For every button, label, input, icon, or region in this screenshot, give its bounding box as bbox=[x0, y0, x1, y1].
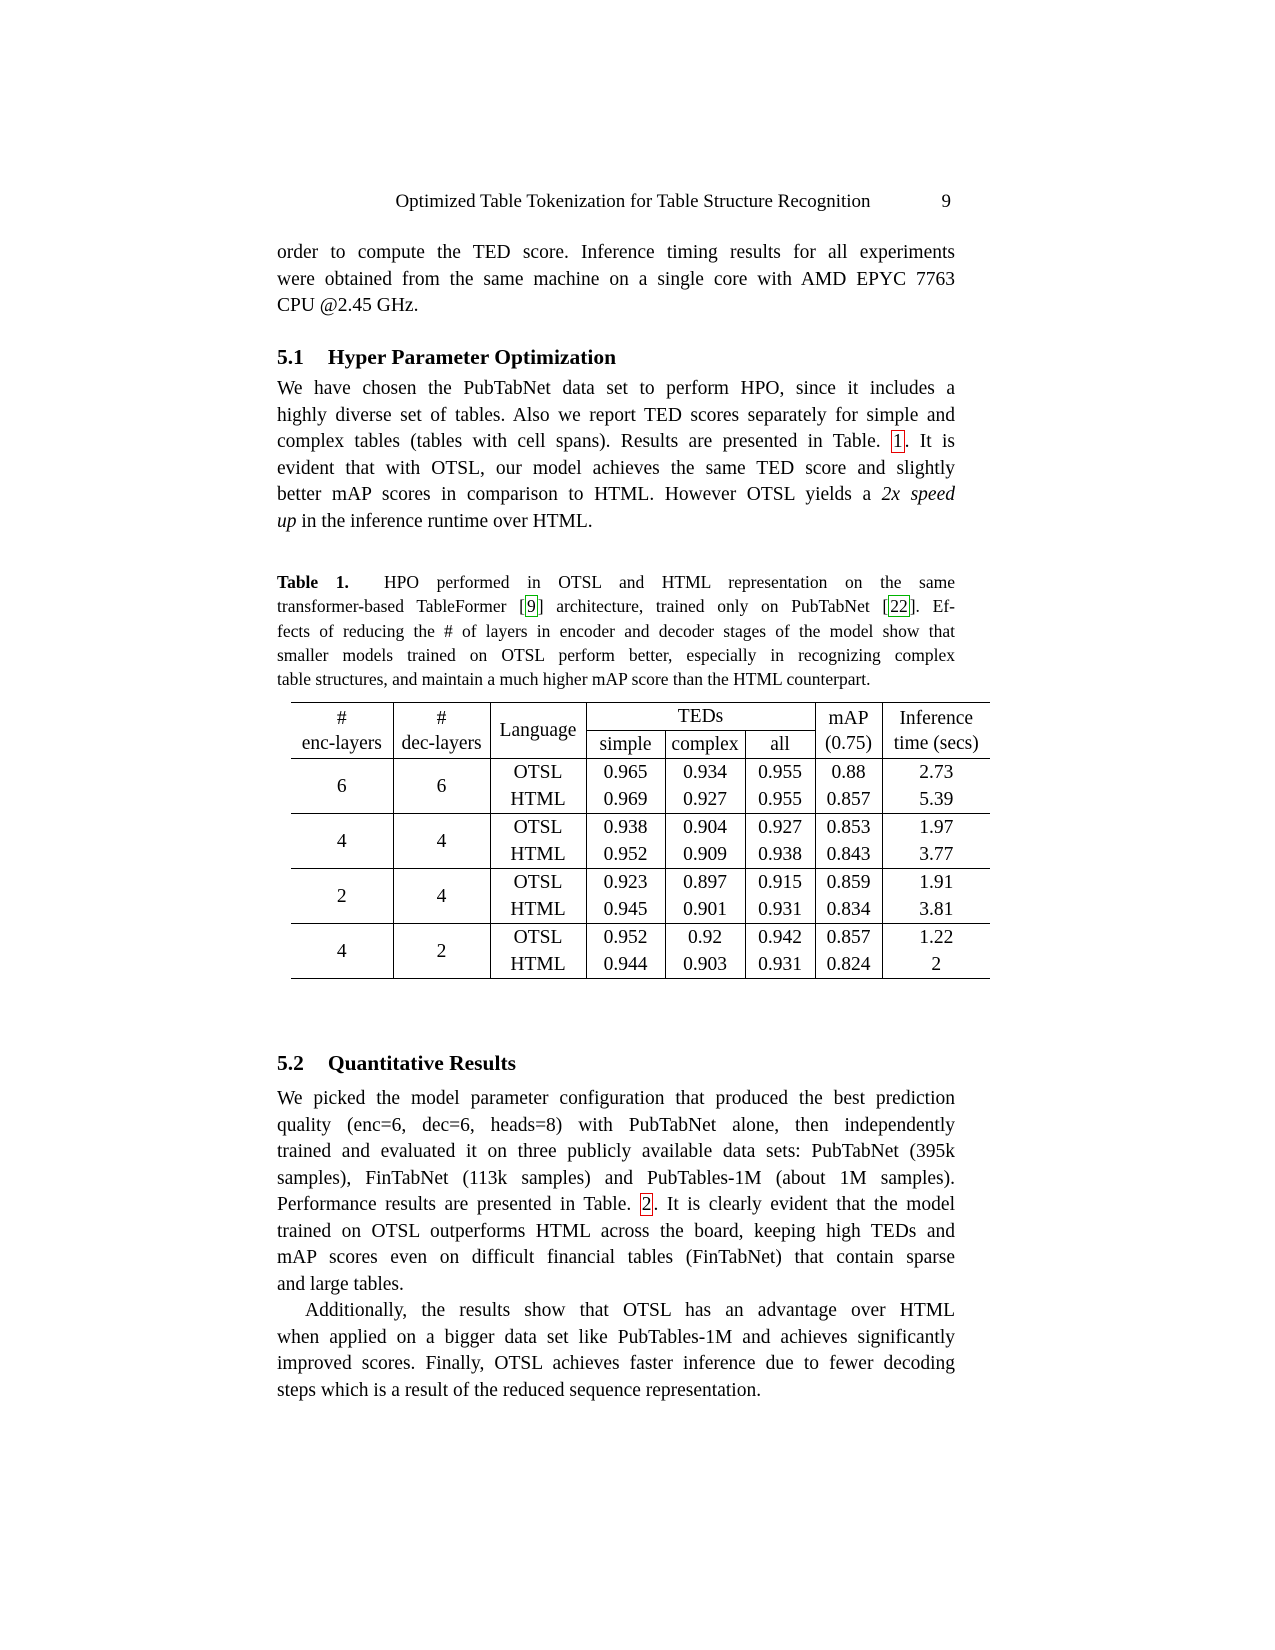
text-line: complex tables (tables with cell spans). Results are presented in Table. 1 . It is bbox=[277, 431, 955, 452]
cell-inference-time: 3.77 bbox=[919, 844, 954, 865]
cell-map: 0.834 bbox=[815, 896, 882, 924]
text-line: table structures, and maintain a much higher mAP score than the HTML counterpart. bbox=[277, 669, 871, 690]
cell-teds-all: 0.931 bbox=[745, 951, 815, 979]
section-title: Hyper Parameter Optimization bbox=[327, 345, 617, 369]
col-header-map: mAP (0.75) bbox=[815, 703, 882, 759]
cell-teds-simple: 0.938 bbox=[586, 814, 665, 842]
table-1-ref-link[interactable]: 1 bbox=[892, 431, 903, 452]
col-header-simple: simple bbox=[586, 731, 665, 759]
cell-inference-time: 1.97 bbox=[882, 814, 990, 842]
cell-inference-time: 5.39 bbox=[919, 789, 954, 810]
text-line: better mAP scores in comparison to HTML. However OTSL yields a 2x speed bbox=[277, 484, 955, 505]
cell-inference-time: 1.91 bbox=[882, 869, 990, 897]
cell-map: 0.857 bbox=[815, 786, 882, 814]
cell-teds-complex: 0.927 bbox=[665, 786, 745, 814]
text-line: Table 1. HPO performed in OTSL and HTML representation on the same bbox=[277, 572, 955, 592]
cell-inference-time: 2.73 bbox=[919, 762, 954, 783]
table-1 bbox=[291, 702, 990, 979]
cell-dec: 4 bbox=[393, 869, 490, 924]
cell-teds-all: 0.931 bbox=[745, 896, 815, 924]
hash-symbol: # bbox=[436, 707, 447, 729]
table-row bbox=[291, 814, 990, 842]
cell-teds-simple: 0.923 bbox=[586, 869, 665, 897]
paragraph-hpo bbox=[277, 376, 955, 535]
col-header-language: Language bbox=[490, 703, 586, 759]
col-header-complex: complex bbox=[665, 731, 745, 759]
text-line: up in the inference runtime over HTML. bbox=[277, 510, 593, 532]
text-line: steps which is a result of the reduced sequence representation. bbox=[277, 1379, 762, 1401]
cell-teds-complex: 0.897 bbox=[665, 869, 745, 897]
text-line: samples), FinTabNet (113k samples) and PubTables-1M (about 1M samples). bbox=[277, 1167, 955, 1189]
page-number: 9 bbox=[941, 191, 951, 212]
cell-language: HTML bbox=[490, 951, 586, 979]
cell-language: OTSL bbox=[490, 924, 586, 952]
cell-enc: 4 bbox=[291, 924, 393, 979]
cell-map: 0.857 bbox=[815, 924, 882, 952]
text-line: trained and evaluated it on three publicly available data sets: PubTabNet (395k bbox=[277, 1141, 955, 1162]
cell-enc: 6 bbox=[291, 759, 393, 814]
col-header-enc-layers: # enc-layers bbox=[291, 703, 393, 759]
citation-22-link[interactable]: 22 bbox=[890, 596, 908, 617]
cell-teds-complex: 0.934 bbox=[665, 759, 745, 787]
cell-teds-complex: 0.901 bbox=[665, 896, 745, 924]
text-line: fects of reducing the # of layers in encoder and decoder stages of the model show that bbox=[277, 620, 955, 641]
text-line: when applied on a bigger data set like PubTables-1M and achieves significantly bbox=[277, 1326, 955, 1348]
cell-dec: 4 bbox=[393, 814, 490, 869]
cell-map: 0.843 bbox=[815, 841, 882, 869]
text-line: evident that with OTSL, our model achieves the same TED score and slightly bbox=[277, 457, 955, 479]
running-head bbox=[277, 191, 955, 213]
cell-teds-simple: 0.952 bbox=[586, 841, 665, 869]
cell-language: OTSL bbox=[490, 869, 586, 897]
cell-inference-time: 2 bbox=[931, 954, 942, 975]
hash-symbol: # bbox=[336, 707, 347, 729]
text-line: and large tables. bbox=[277, 1273, 404, 1295]
cell-inference-time: 1.22 bbox=[882, 924, 990, 952]
section-title: Quantitative Results bbox=[327, 1051, 516, 1075]
cell-map: 0.824 bbox=[815, 951, 882, 979]
text-line: transformer-based TableFormer [ 9 ] architecture, trained only on PubTabNet [ 22 ]. Ef- bbox=[277, 596, 955, 617]
cell-teds-all: 0.915 bbox=[745, 869, 815, 897]
cell-language: HTML bbox=[490, 786, 586, 814]
cell-teds-all: 0.942 bbox=[745, 924, 815, 952]
cell-teds-simple: 0.952 bbox=[586, 924, 665, 952]
cell-teds-all: 0.938 bbox=[745, 841, 815, 869]
cell-teds-complex: 0.92 bbox=[665, 924, 745, 952]
table-row bbox=[291, 869, 990, 897]
table-1-caption bbox=[277, 570, 955, 691]
cell-enc: 2 bbox=[291, 869, 393, 924]
text-line: We picked the model parameter configuration that produced the best prediction bbox=[277, 1088, 955, 1109]
cell-dec: 2 bbox=[393, 924, 490, 979]
table-2-ref-link[interactable]: 2 bbox=[641, 1194, 652, 1215]
cell-map: 0.88 bbox=[815, 759, 882, 787]
section-number: 5.2 bbox=[277, 1051, 304, 1075]
section-heading-5-2 bbox=[277, 1051, 516, 1076]
text-line: Additionally, the results show that OTSL has an advantage over HTML bbox=[305, 1300, 955, 1321]
col-header-dec-layers: # dec-layers bbox=[393, 703, 490, 759]
text-line: quality (enc=6, dec=6, heads=8) with PubTabNet alone, then independently bbox=[277, 1114, 955, 1136]
table-row bbox=[291, 924, 990, 952]
paragraph-intro bbox=[277, 240, 955, 320]
col-header-all: all bbox=[745, 731, 815, 759]
text-line: improved scores. Finally, OTSL achieves faster inference due to fewer decoding bbox=[277, 1353, 955, 1374]
text-line: trained on OTSL outperforms HTML across the board, keeping high TEDs and bbox=[277, 1220, 955, 1242]
table-row bbox=[291, 759, 990, 787]
cell-teds-simple: 0.969 bbox=[586, 786, 665, 814]
section-number: 5.1 bbox=[277, 345, 304, 369]
cell-language: OTSL bbox=[490, 759, 586, 787]
citation-9-link[interactable]: 9 bbox=[527, 596, 536, 617]
col-header-inference-time: Inference time (secs) bbox=[882, 703, 990, 759]
cell-teds-all: 0.927 bbox=[745, 814, 815, 842]
table-1-container bbox=[291, 702, 990, 979]
col-header-teds: TEDs bbox=[586, 703, 815, 731]
cell-teds-all: 0.955 bbox=[745, 786, 815, 814]
cell-teds-simple: 0.945 bbox=[586, 896, 665, 924]
running-head-title: Optimized Table Tokenization for Table Structure Recognition bbox=[395, 191, 871, 212]
cell-language: HTML bbox=[490, 841, 586, 869]
cell-enc: 4 bbox=[291, 814, 393, 869]
cell-map: 0.853 bbox=[815, 814, 882, 842]
cell-teds-simple: 0.944 bbox=[586, 951, 665, 979]
paragraph-additionally bbox=[277, 1298, 955, 1404]
text-line: were obtained from the same machine on a single core with AMD EPYC 7763 bbox=[277, 268, 955, 290]
cell-teds-complex: 0.909 bbox=[665, 841, 745, 869]
cell-map: 0.859 bbox=[815, 869, 882, 897]
text-line: Performance results are presented in Table. 2 . It is clearly evident that the model bbox=[277, 1194, 955, 1215]
cell-dec: 6 bbox=[393, 759, 490, 814]
cell-language: OTSL bbox=[490, 814, 586, 842]
text-line: mAP scores even on difficult financial tables (FinTabNet) that contain sparse bbox=[277, 1247, 955, 1268]
text-line: smaller models trained on OTSL perform better, especially in recognizing complex bbox=[277, 644, 955, 665]
cell-language: HTML bbox=[490, 896, 586, 924]
text-line: CPU @2.45 GHz. bbox=[277, 295, 419, 316]
cell-teds-simple: 0.965 bbox=[586, 759, 665, 787]
text-line: We have chosen the PubTabNet data set to perform HPO, since it includes a bbox=[277, 378, 955, 399]
text-line: highly diverse set of tables. Also we report TED scores separately for simple and bbox=[277, 404, 955, 426]
cell-teds-complex: 0.904 bbox=[665, 814, 745, 842]
section-heading-5-1 bbox=[277, 345, 616, 370]
cell-teds-complex: 0.903 bbox=[665, 951, 745, 979]
text-line: order to compute the TED score. Inference timing results for all experiments bbox=[277, 242, 955, 263]
cell-teds-all: 0.955 bbox=[745, 759, 815, 787]
cell-inference-time: 3.81 bbox=[919, 899, 954, 920]
paragraph-quantitative bbox=[277, 1086, 955, 1298]
